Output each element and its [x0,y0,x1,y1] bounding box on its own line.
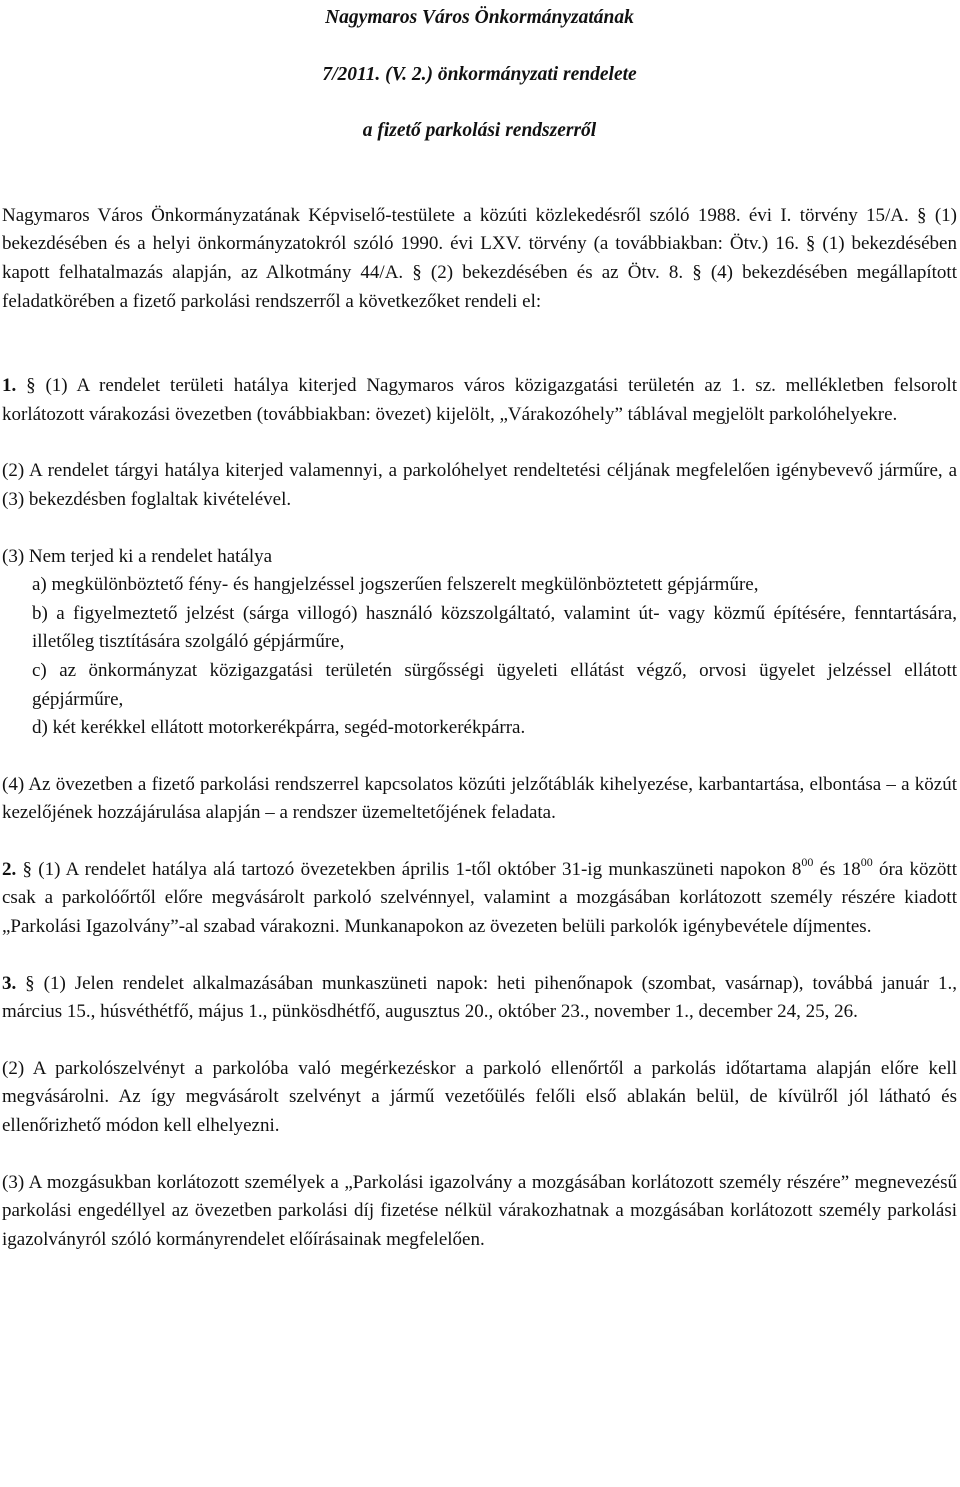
section1-paragraph2: (2) A rendelet tárgyi hatálya kiterjed valamennyi, a parkolóhelyet rendeltetési céljának megfelelően igénybevevő járműre, a (3) bekezdésben foglaltak kivételével. [2,460,957,510]
exemption-item-b: b) a figyelmeztető jelzést (sárga villogó) használó közszolgáltató, valamint út- vagy közmű építésére, fenntartására, illetőleg tisztítására szolgáló gépjárműre, [32,602,957,653]
issuer-title: Nagymaros Város Önkormányzatának [325,7,634,28]
section3-paragraph3: (3) A mozgásukban korlátozott személyek a „Parkolási igazolvány a mozgásában korlátozott személy részére” megnevezésű parkolási engedéllyel az övezetben parkolási díj fizetése nélkül várakozhatnak a mozgásában korlátozott személy parkolási igazolványról szóló kormányrendelet előírásainak megfelelően. [2,1171,957,1250]
section1-paragraph3-intro: (3) Nem terjed ki a rendelet hatálya [2,545,273,567]
section1-paragraph1-text: § (1) A rendelet területi hatálya kiterjed Nagymaros város közigazgatási területén az 1. sz. mellékletben felsorolt korlátozott várakozási övezetben (továbbiakban: övezet) kijelölt, „Várakozóhely” táblával megjelölt parkolóhelyekre. [2,375,957,425]
section3-paragraph1 [2,970,957,1027]
section3-paragraph1-text: § (1) Jelen rendelet alkalmazásában munkaszüneti napok: heti pihenőnapok (szombat, vasárnap), továbbá január 1., március 15., húsvéthétfő, május 1., pünkösdhétfő, augusztus 20., október 23., november 1., december 24, 25, 26. [2,972,957,1023]
regulation-subject: a fizető parkolási rendszerről [362,120,597,142]
section2-paragraph1 [2,856,957,942]
exemption-item-c: c) az önkormányzat közigazgatási területén sürgősségi ügyeleti ellátást végző, orvosi ügyelet jelzéssel ellátott gépjárműre, [32,659,957,710]
exemption-item-a: a) megkülönböztető fény- és hangjelzéssel jogszerűen felszerelt megkülönböztetett gépjárműre, [32,574,759,596]
section3-paragraph2: (2) A parkolószelvényt a parkolóba való megérkezéskor a parkoló ellenőrtől a parkolás időtartama alapján előre kell megvásárolni. Az így megvásárolt szelvényt a jármű vezetőülés felőli első ablakán belül, de kívülről jól látható és ellenőrizhető módon kell elhelyezni. [2,1057,957,1137]
exemption-item-d: d) két kerékkel ellátott motorkerékpárra, segéd-motorkerékpárra. [32,717,526,739]
section1-paragraph4: (4) Az övezetben a fizető parkolási rendszerrel kapcsolatos közúti jelzőtáblák kihelyezése, karbantartása, elbontása – a közút kezelőjének hozzájárulása alapján – a rendszer üzemeltetőjének feladata. [2,773,957,824]
section2-text-a: § (1) A rendelet hatálya alá tartozó övezetekben április 1-től október 31-ig munkaszüneti napokon 8 [16,858,802,880]
section2-text-c: óra között csak a parkolóőrtől előre megvásárolt parkoló szelvénnyel, valamint a mozgásában korlátozott személy részére kiadott „Parkolási Igazolvány”-al szabad várakozni. Munkanapokon az övezeten belüli parkolók igénybevétele díjmentes. [2,858,957,938]
hour-superscript-1: 00 [801,854,814,869]
section2-text-b: és 18 [813,858,861,880]
section1-paragraph1 [2,372,957,429]
regulation-number: 7/2011. (V. 2.) önkormányzati rendelete [322,63,637,85]
hour-superscript-2: 00 [860,854,873,869]
section3-number: 3. [2,972,17,994]
section2-number: 2. [2,858,17,880]
section1-number: 1. [2,375,17,397]
preamble-paragraph: Nagymaros Város Önkormányzatának Képviselő-testülete a közúti közlekedésről szóló 1988. évi I. törvény 15/A. § (1) bekezdésében és a helyi önkormányzatokról szóló 1990. évi LXV. törvény (a továbbiakban: Ötv.) 16. § (1) bekezdésében kapott felhatalmazás alapján, az Alkotmány 44/A. § (2) bekezdésében és az Ötv. 8. § (4) bekezdésében megállapított feladatkörében a fizető parkolási rendszerről a következőket rendeli el: [2,204,957,312]
